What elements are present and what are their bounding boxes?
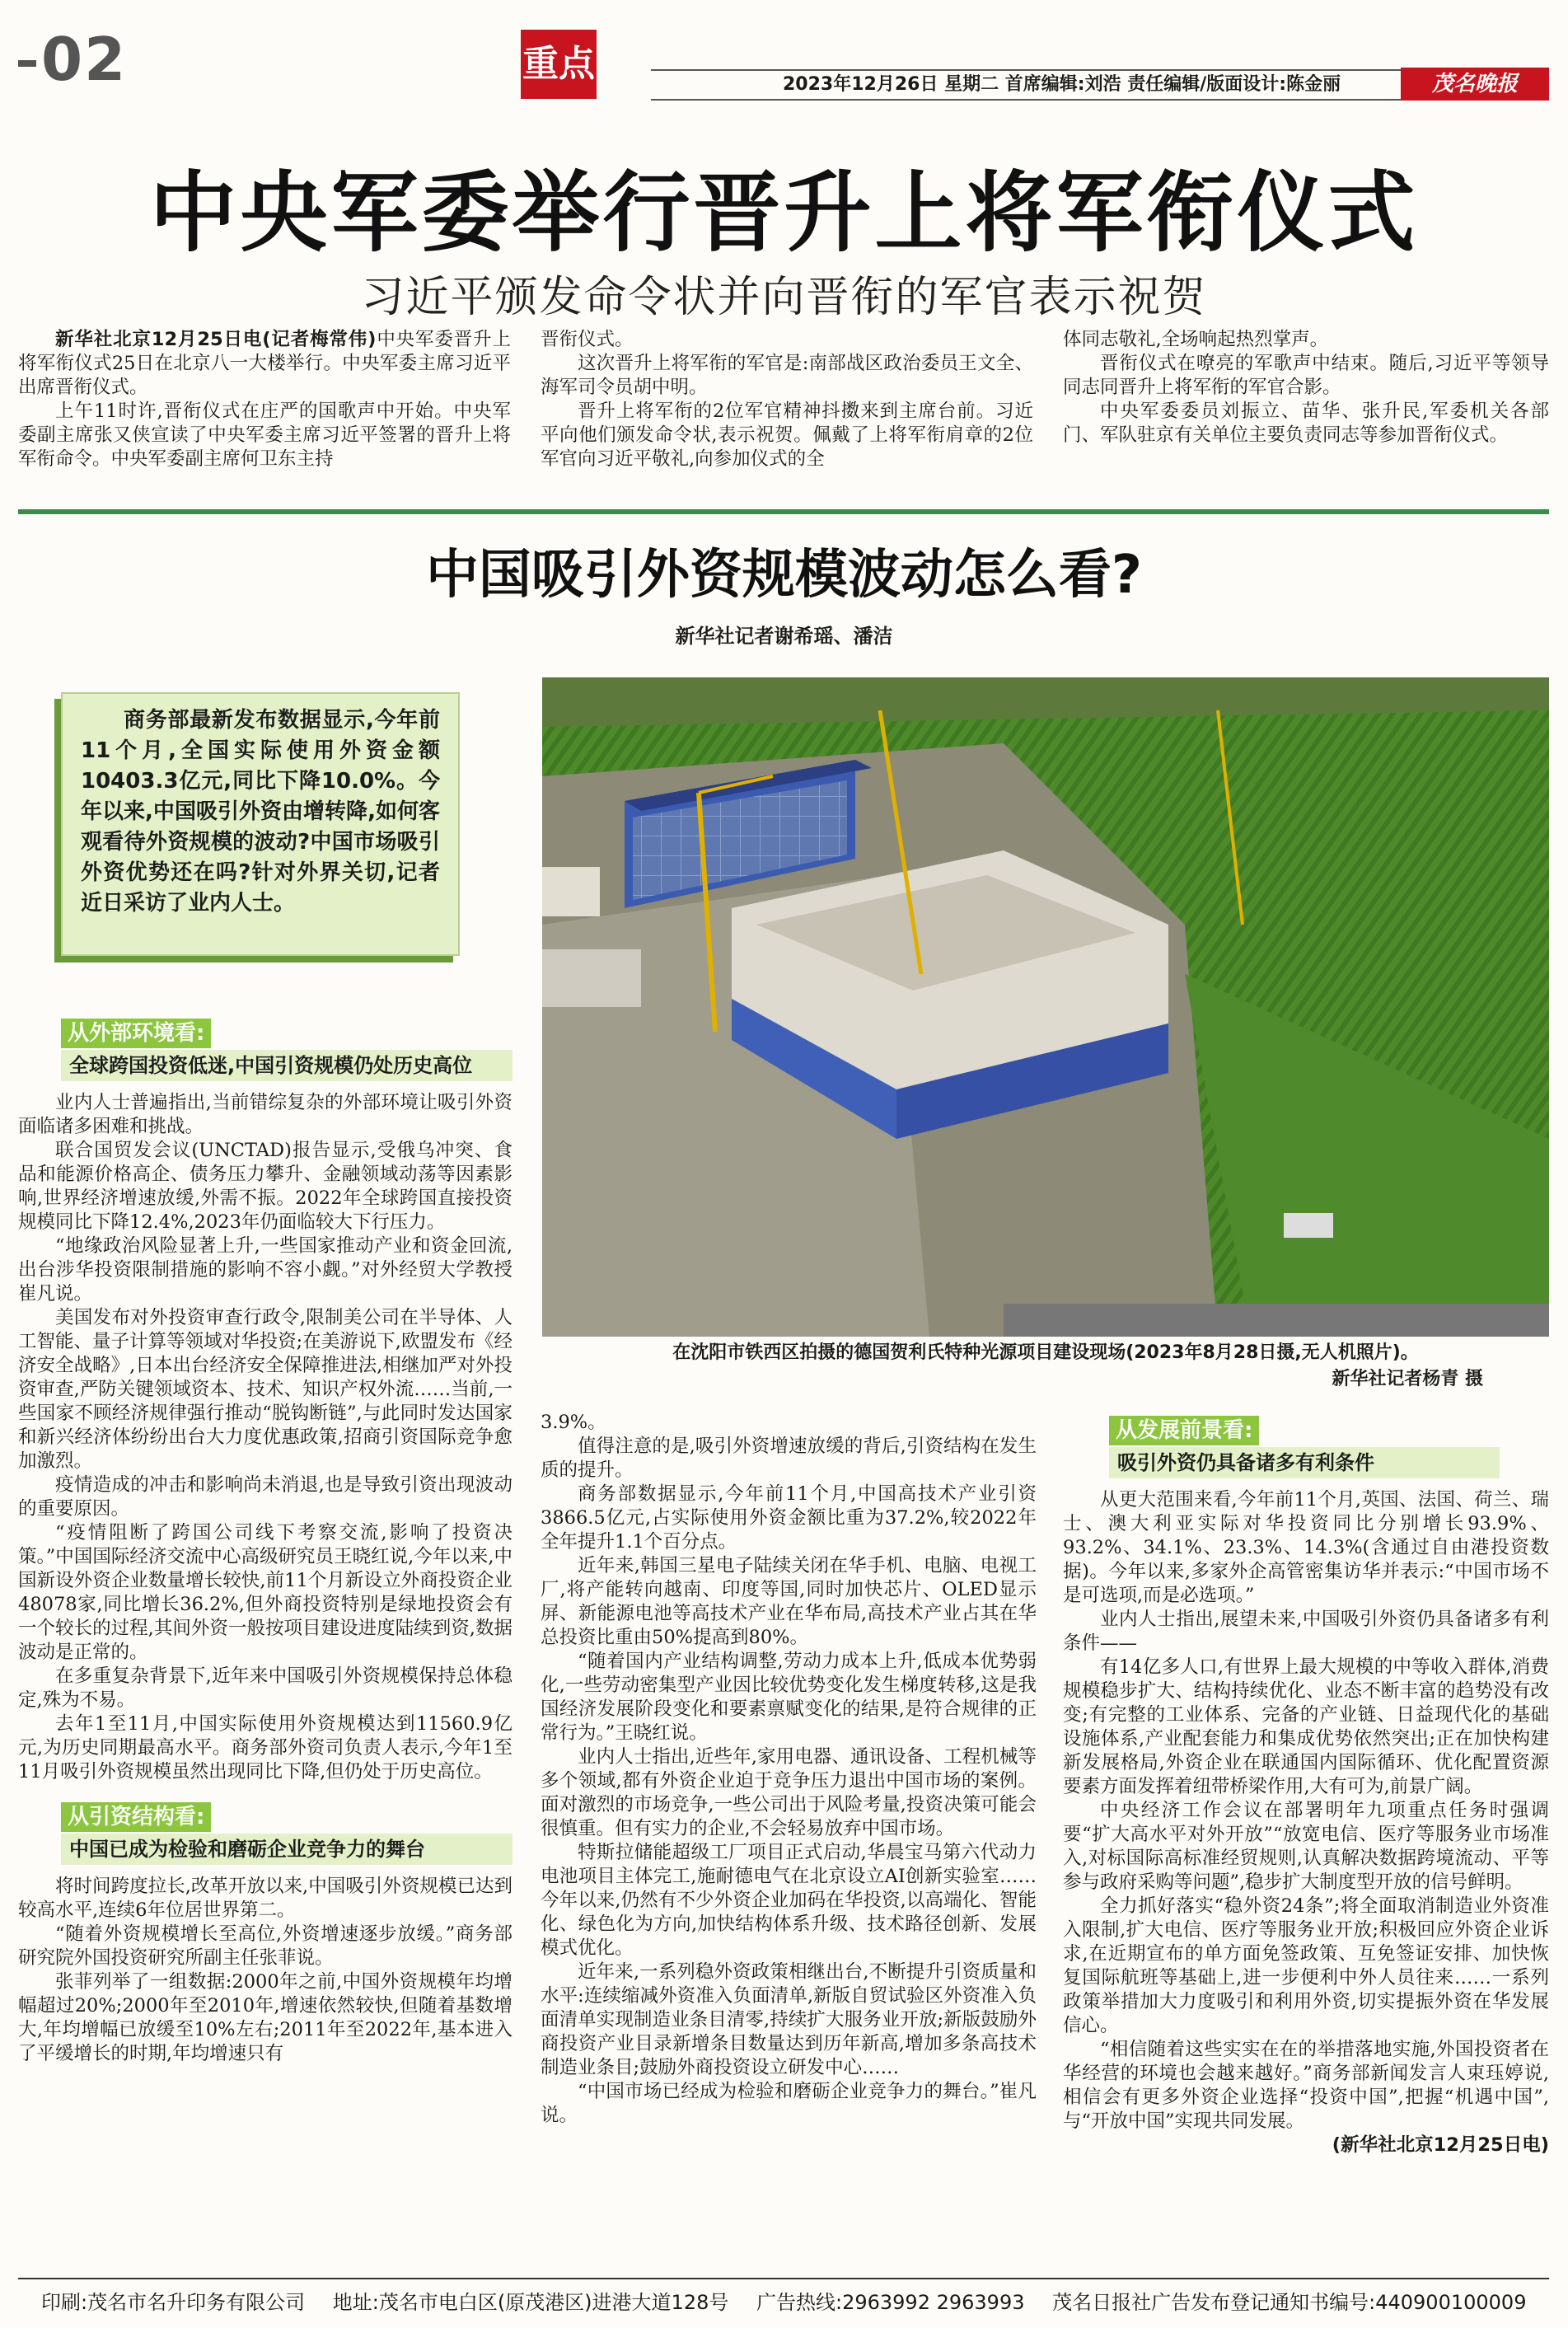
story1-dateline: 新华社北京12月25日电(记者梅常伟) <box>55 329 377 350</box>
story1-para: 上午11时许,晋衔仪式在庄严的国歌声中开始。中央军委副主席张又侠宣读了中央军委主席习近平签署的晋升上将军衔命令。中央军委副主席何卫东主持 <box>18 400 511 470</box>
article-para: 值得注意的是,吸引外资增速放缓的背后,引资结构在发生质的提升。 <box>541 1436 1037 1481</box>
story2-headline: 中国吸引外资规模波动怎么看? <box>425 545 1143 606</box>
section-tag: 从引资结构看: <box>61 1802 211 1832</box>
article-para: “中国市场已经成为检验和磨砺企业竞争力的舞台。”崔凡说。 <box>541 2081 1037 2126</box>
article-para: 业内人士指出,近些年,家用电器、通讯设备、工程机械等多个领域,都有外资企业迫于竞争压力退出中国市场的案例。面对激烈的市场竞争,一些公司出于风险考量,投资决策可能会很慎重。但有实力的企业,不会轻易放弃中国市场。 <box>541 1746 1037 1839</box>
story1-column-1 <box>18 328 511 471</box>
story2-column-2 <box>541 1411 1037 2128</box>
article-para: 业内人士指出,展望未来,中国吸引外资仍具备诸多有利条件—— <box>1063 1609 1549 1654</box>
story1-para: 中央军委委员刘振立、苗华、张升民,军委机关各部门、军队驻京有关单位主要负责同志等参加晋衔仪式。 <box>1063 400 1549 446</box>
article-para: 将时间跨度拉长,改革开放以来,中国吸引外资规模已达到较高水平,连续6年位居世界第二。 <box>18 1876 513 1921</box>
photo-caption-text: 在沈阳市铁西区拍摄的德国贺利氏特种光源项目建设现场(2023年8月28日摄,无人机照片)。 <box>672 1342 1419 1363</box>
page-footer <box>41 2288 1549 2317</box>
footer-printer: 印刷:茂名市名升印务有限公司 <box>41 2291 306 2314</box>
section-tag: 从外部环境看: <box>61 1019 211 1048</box>
article-para: 近年来,一系列稳外资政策相继出台,不断提升引资质量和水平:连续缩减外资准入负面清单,新版自贸试验区外资准入负面清单实现制造业条目清零,持续扩大服务业开放;新版鼓励外商投资产业目录新增条目数量达到历年新高,增加多条高技术制造业条目;鼓励外商投资设立研发中心…… <box>541 1961 1037 2078</box>
footer-license: 茂名日报社广告发布登记通知书编号:440900100009 <box>1052 2291 1527 2314</box>
newspaper-logo: 茂名晚报 <box>1401 68 1549 101</box>
construction-site-photo <box>542 677 1549 1337</box>
story1-para: 晋衔仪式在嘹亮的军歌声中结束。随后,习近平等领导同志同晋升上将军衔的军官合影。 <box>1063 353 1549 398</box>
story2-summary-box <box>61 692 460 956</box>
article-para: “疫情阻断了跨国公司线下考察交流,影响了投资决策。”中国国际经济交流中心高级研究员王晓红说,今年以来,中国新设外资企业数量增长较快,前11个月新设立外商投资企业48078家,同比增长36.2%,但外商投资特别是绿地投资会有一个较长的过程,其间外资一般按项目建设进度陆续到资,数据波动是正常的。 <box>18 1522 513 1663</box>
page-number: 02 <box>18 25 127 94</box>
article-para: 近年来,韩国三星电子陆续关闭在华手机、电脑、电视工厂,将产能转向越南、印度等国,同时加快芯片、OLED显示屏、新能源电池等高技术产业在华布局,高技术产业占其在华总投资比重由50%提高到80%。 <box>541 1555 1037 1648</box>
article-para: 联合国贸发会议(UNCTAD)报告显示,受俄乌冲突、食品和能源价格高企、债务压力攀升、金融领域动荡等因素影响,世界经济增速放缓,外需不振。2022年全球跨国直接投资规模同比下降12.4%,2023年仍面临较大下行压力。 <box>18 1140 513 1233</box>
story1-column-2 <box>541 328 1033 471</box>
photo-caption <box>542 1340 1549 1393</box>
section-header-external <box>61 1019 513 1081</box>
story1-column-3 <box>1063 328 1549 447</box>
section-header-structure <box>61 1802 513 1865</box>
footer-divider <box>18 2278 1549 2279</box>
story1-para: 体同志敬礼,全场响起热烈掌声。 <box>1063 329 1329 350</box>
story1-headline: 中央军委举行晋升上将军衔仪式 <box>149 162 1419 264</box>
article-signoff: (新华社北京12月25日电) <box>1332 2134 1549 2156</box>
article-para: 在多重复杂背景下,近年来中国吸引外资规模保持总体稳定,殊为不易。 <box>18 1665 513 1711</box>
summary-text: 商务部最新发布数据显示,今年前11个月,全国实际使用外资金额10403.3亿元,同比下降10.0%。今年以来,中国吸引外资由增转降,如何客观看待外资规模的波动?中国市场吸引外资优势还在吗?针对外界关切,记者近日采访了业内人士。 <box>81 708 440 916</box>
section-label: 重点 <box>521 30 597 99</box>
article-para: 特斯拉储能超级工厂项目正式启动,华晨宝马第六代动力电池项目主体完工,施耐德电气在北京设立AI创新实验室……今年以来,仍然有不少外资企业加码在华投资,以高端化、智能化、绿色化为方向,加快结构体系升级、技术路径创新、发展模式优化。 <box>541 1842 1037 1959</box>
section-divider <box>18 509 1549 514</box>
article-para: 3.9%。 <box>541 1412 606 1433</box>
footer-address: 地址:茂名市电白区(原茂港区)进港大道128号 <box>332 2291 729 2314</box>
article-para: 有14亿多人口,有世界上最大规模的中等收入群体,消费规模稳步扩大、结构持续优化、业态不断丰富的趋势没有改变;有完整的工业体系、完备的产业链、日益现代化的基础设施体系,产业配套能力和集成优势依然突出;正在加快构建新发展格局,外资企业在联通国内国际循环、优化配置资源要素方面发挥着纽带桥梁作用,大有可为,前景广阔。 <box>1063 1656 1549 1797</box>
section-headline: 吸引外资仍具备诸多有利条件 <box>1109 1447 1500 1478</box>
story1-para: 这次晋升上将军衔的军官是:南部战区政治委员王文全、海军司令员胡中明。 <box>541 353 1033 398</box>
article-para: “随着外资规模增长至高位,外资增速逐步放缓。”商务部研究院外国投资研究所副主任张菲说。 <box>18 1923 513 1969</box>
section-headline: 全球跨国投资低迷,中国引资规模仍处历史高位 <box>61 1050 513 1081</box>
footer-ad-hotline: 广告热线:2963992 2963993 <box>756 2291 1025 2314</box>
story1-para: 晋衔仪式。 <box>541 329 634 350</box>
photo-credit: 新华社记者杨青 摄 <box>1332 1369 1483 1389</box>
article-para: 业内人士普遍指出,当前错综复杂的外部环境让吸引外资面临诸多困难和挑战。 <box>18 1092 513 1137</box>
article-para: 张菲列举了一组数据:2000年之前,中国外资规模年均增幅超过20%;2000年至2010年,增速依然较快,但随着基数增大,年均增幅已放缓至10%左右;2011年至2022年,基本进入了平缓增长的时期,年均增速只有 <box>18 1971 513 2064</box>
article-para: 中央经济工作会议在部署明年九项重点任务时强调要“扩大高水平对外开放”“放宽电信、医疗等服务业市场准入,对标国际高标准经贸规则,认真解决数据跨境流动、平等参与政府采购等问题”,稳步扩大制度型开放的信号鲜明。 <box>1063 1800 1549 1893</box>
article-para: 疫情造成的冲击和影响尚未消退,也是导致引资出现波动的重要原因。 <box>18 1474 513 1520</box>
story1-subheadline: 习近平颁发命令状并向晋衔的军官表示祝贺 <box>361 273 1207 322</box>
story2-column-3 <box>1063 1416 1549 2157</box>
header-info: 2023年12月26日 星期二 首席编辑:刘浩 责任编辑/版面设计:陈金丽 <box>783 74 1341 95</box>
story1-para: 中央军委晋升上将军衔仪式25日在北京八一大楼举行。中央军委主席习近平出席晋衔仪式。 <box>18 329 511 398</box>
article-para: 商务部数据显示,今年前11个月,中国高技术产业引资3866.5亿元,占实际使用外资金额比重为37.2%,较2022年全年提升1.1个百分点。 <box>541 1483 1037 1553</box>
section-tag: 从发展前景看: <box>1109 1416 1259 1445</box>
article-para: 去年1至11月,中国实际使用外资规模达到11560.9亿元,为历史同期最高水平。商务部外资司负责人表示,今年1至11月吸引外资规模虽然出现同比下降,但仍处于历史高位。 <box>18 1713 513 1782</box>
story2-byline: 新华社记者谢希瑶、潘洁 <box>675 625 893 648</box>
article-para: “随着国内产业结构调整,劳动力成本上升,低成本优势弱化,一些劳动密集型产业因比较优势变化发生梯度转移,这是我国经济发展阶段变化和要素禀赋变化的结果,是符合规律的正常行为。”王晓红说。 <box>541 1651 1037 1744</box>
article-para: 从更大范围来看,今年前11个月,英国、法国、荷兰、瑞士、澳大利亚实际对华投资同比分别增长93.9%、93.2%、34.1%、23.3%、14.3%(含通过自由港投资数据)。今年以来,多家外企高管密集访华并表示:“中国市场不是可选项,而是必选项。” <box>1063 1489 1549 1606</box>
article-para: “相信随着这些实实在在的举措落地实施,外国投资者在华经营的环境也会越来越好。”商务部新闻发言人束珏婷说,相信会有更多外资企业选择“投资中国”,把握“机遇中国”,与“开放中国”实现共同发展。 <box>1063 2039 1549 2132</box>
article-para: 美国发布对外投资审查行政令,限制美公司在半导体、人工智能、量子计算等领域对华投资;在美游说下,欧盟发布《经济安全战略》,日本出台经济安全保障推进法,相继加严对外投资审查,严防关键领域资本、技术、知识产权外流……当前,一些国家不顾经济规律强行推动“脱钩断链”,与此同时发达国家和新兴经济体纷纷出台大力度优惠政策,招商引资国际竞争愈加激烈。 <box>18 1307 513 1472</box>
article-para: 全力抓好落实“稳外资24条”;将全面取消制造业外资准入限制,扩大电信、医疗等服务业开放;积极回应外资企业诉求,在近期宣布的单方面免签政策、互免签证安排、加快恢复国际航班等基础上,进一步便利中外人员往来……一系列政策举措加大力度吸引和利用外资,切实提振外资在华发展信心。 <box>1063 1895 1549 2036</box>
story2-column-1 <box>18 1019 513 2066</box>
story1-para: 晋升上将军衔的2位军官精神抖擞来到主席台前。习近平向他们颁发命令状,表示祝贺。佩戴了上将军衔肩章的2位军官向习近平敬礼,向参加仪式的全 <box>541 400 1033 470</box>
section-headline: 中国已成为检验和磨砺企业竞争力的舞台 <box>61 1834 513 1865</box>
section-header-outlook <box>1109 1416 1500 1478</box>
article-para: “地缘政治风险显著上升,一些国家推动产业和资金回流,出台涉华投资限制措施的影响不容小觑。”对外经贸大学教授崔凡说。 <box>18 1235 513 1305</box>
